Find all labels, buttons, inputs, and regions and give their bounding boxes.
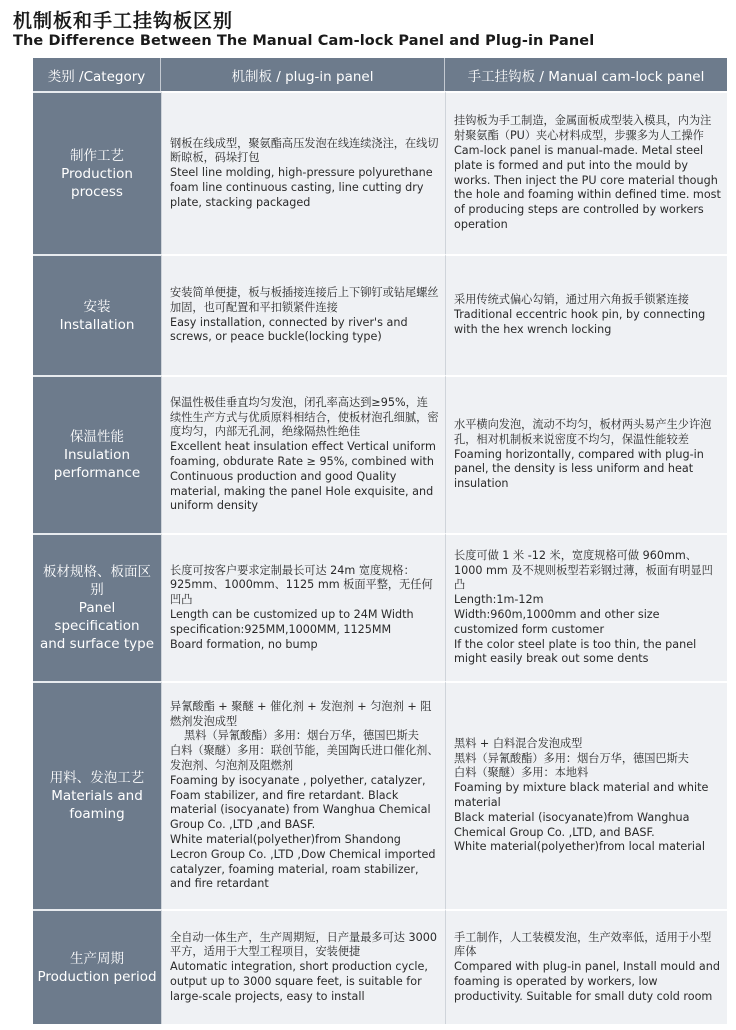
header-plugin-panel: 机制板 / plug-in panel — [161, 58, 445, 91]
plugin-cell — [161, 909, 445, 1024]
cell-text: 手工制作，人工装模发泡，生产效率低，适用于小型库体 — [454, 930, 712, 959]
table-row — [33, 254, 727, 375]
page-title-chinese: 机制板和手工挂钩板区别 — [13, 10, 234, 32]
category-cell — [33, 91, 161, 254]
category-cell — [33, 909, 161, 1024]
cell-text: 采用传统式偏心勾销，通过用六角扳手锁紧连接 — [454, 293, 689, 307]
camlock-cell — [445, 909, 727, 1024]
cell-text: Length:1m-12m — [454, 593, 544, 607]
cell-text: 白料（聚醚）多用：本地料 — [454, 766, 589, 780]
camlock-cell — [445, 533, 727, 681]
cell-text: 水平横向发泡，流动不均匀，板材两头易产生少许泡孔，相对机制板来说密度不均匀，保温性能较差 — [454, 418, 712, 446]
cell-text: Length can be customized up to 24M Width specification:925MM,1000MM, 1125MM — [170, 608, 414, 636]
cell-text: Foaming horizontally, compared with plug-in panel, the density is less uniform and heat insulation — [454, 447, 704, 491]
cell-text: 安装简单便捷，板与板插接连接后上下铆钉或钻尾螺丝加固，也可配置和平扣锁紧件连接 — [170, 285, 439, 314]
category-label: Installation — [59, 316, 135, 333]
category-label: performance — [53, 465, 141, 481]
category-label: Insulation — [63, 447, 130, 463]
header-camlock-panel: 手工挂钩板 / Manual cam-lock panel — [445, 58, 727, 91]
table-row — [33, 909, 727, 1024]
category-label: 保温性能 — [70, 429, 124, 445]
category-label: 生产周期 — [70, 950, 124, 967]
table-row — [33, 375, 727, 533]
category-label: 用料、发泡工艺 — [49, 770, 145, 786]
category-label: 安装 — [83, 298, 111, 315]
cell-text: Width:960m,1000mm and other size customized form customer — [454, 608, 660, 636]
category-cell — [33, 533, 161, 681]
cell-text: 长度可做 1 米 -12 米，宽度规格可做 960mm、1000 mm 及不规则板型若彩钢过薄，板面有明显凹凸 — [454, 548, 713, 592]
cell-text: 黑料 + 白料混合发泡成型 — [454, 736, 583, 750]
category-label: and surface type — [39, 636, 155, 652]
cell-text: Traditional eccentric hook pin, by connecting with the hex wrench locking — [454, 308, 706, 336]
table-row — [33, 533, 727, 681]
category-cell — [33, 375, 161, 533]
comparison-table — [33, 58, 727, 1024]
cell-text: 黑料（异氰酸酯）多用：烟台万华，德国巴斯夫 — [454, 751, 689, 765]
page-title-english: The Difference Between The Manual Cam-lock Panel and Plug-in Panel — [13, 33, 595, 49]
camlock-cell — [445, 254, 727, 375]
category-cell — [33, 254, 161, 375]
cell-text: Black material (isocyanate)from Wanghua Chemical Group Co. ,LTD, and BASF. — [454, 810, 690, 839]
category-label: 板材规格、板面区别 — [43, 564, 151, 598]
plugin-cell — [161, 91, 445, 254]
cell-text: 长度可按客户要求定制最长可达 24m 宽度规格：925mm、1000mm、1125 mm 板面平整，无任何凹凸 — [170, 563, 433, 607]
cell-text: 保温性极佳垂直均匀发泡，闭孔率高达到≥95%，连续性生产方式与优质原料相结合，使板材泡孔细腻，密度均匀，内部无孔洞，绝缘隔热性绝佳 — [170, 395, 439, 439]
camlock-cell — [445, 91, 727, 254]
category-label: Production period — [37, 968, 157, 985]
plugin-cell — [161, 533, 445, 681]
plugin-cell — [161, 681, 445, 909]
plugin-cell — [161, 254, 445, 375]
cell-text: 钢板在线成型，聚氨酯高压发泡在线连续浇注，在线切断晾板，码垛打包 — [170, 136, 439, 165]
cell-text: 黑料（异氰酸酯）多用：烟台万华，德国巴斯夫 — [184, 729, 419, 743]
plugin-cell — [161, 375, 445, 533]
cell-text: Board formation, no bump — [170, 637, 318, 651]
cell-text: Excellent heat insulation effect Vertical uniform foaming, obdurate Rate ≥ 95%, combined with Continuous production and good Quality material, making the panel Hole exquisite, and uniform density — [170, 440, 436, 513]
table-row — [33, 91, 727, 254]
category-cell — [33, 681, 161, 909]
cell-text: Foaming by mixture black material and white material — [454, 781, 709, 809]
camlock-cell — [445, 681, 727, 909]
cell-text: Compared with plug-in panel, Install mould and foaming is operated by workers, low productivity. Suitable for small duty cold room — [454, 960, 720, 1003]
cell-text: White material(polyether)from Shandong Lecron Group Co. ,LTD ,Dow Chemical imported catalyzer, foaming material, roam stabilizer, and fire retardant — [170, 832, 436, 891]
cell-text: If the color steel plate is too thin, the panel might easily break out some dents — [454, 637, 697, 666]
cell-text: 异氰酸酯 + 聚醚 + 催化剂 + 发泡剂 + 匀泡剂 + 阻燃剂发泡成型 — [170, 699, 432, 728]
category-label: 制作工艺 — [70, 147, 124, 164]
table-header-row — [33, 58, 727, 91]
category-label: Panel specification — [54, 600, 140, 634]
camlock-cell — [445, 375, 727, 533]
category-label: foaming — [69, 806, 125, 822]
cell-text: 白料（聚醚）多用：联创节能，美国陶氏进口催化剂、发泡剂、匀泡剂及阻燃剂 — [170, 744, 439, 772]
category-label: Production process — [61, 165, 133, 200]
cell-text: 挂钩板为手工制造，金属面板成型装入模具，内为注射聚氨酯（PU）夹心材料成型，步骤多为人工操作 — [454, 114, 712, 143]
header-category: 类别 /Category — [33, 58, 161, 91]
category-label: Materials and — [51, 788, 143, 804]
table-row — [33, 681, 727, 909]
cell-text: Cam-lock panel is manual-made. Metal steel plate is formed and put into the mould by works. Then inject the PU core material though the hole and foaming within defined time. most of producing steps are controlled by workers operation — [454, 143, 721, 231]
cell-text: Steel line molding, high-pressure polyurethane foam line continuous casting, line cutting dry plate, stacking packaged — [170, 166, 433, 209]
cell-text: Foaming by isocyanate , polyether, catalyzer, Foam stabilizer, and fire retardant. Black material (isocyanate) from Wanghua Chemical Group Co. ,LTD ,and BASF. — [170, 773, 431, 832]
cell-text: 全自动一体生产，生产周期短，日产量最多可达 3000 平方，适用于大型工程项目，安装便捷 — [170, 930, 437, 959]
cell-text: White material(polyether)from local material — [454, 840, 705, 854]
cell-text: Easy installation, connected by river's and screws, or peace buckle(locking type) — [170, 315, 408, 344]
cell-text: Automatic integration, short production cycle, output up to 3000 square feet, is suitable for large-scale projects, easy to install — [170, 960, 428, 1003]
